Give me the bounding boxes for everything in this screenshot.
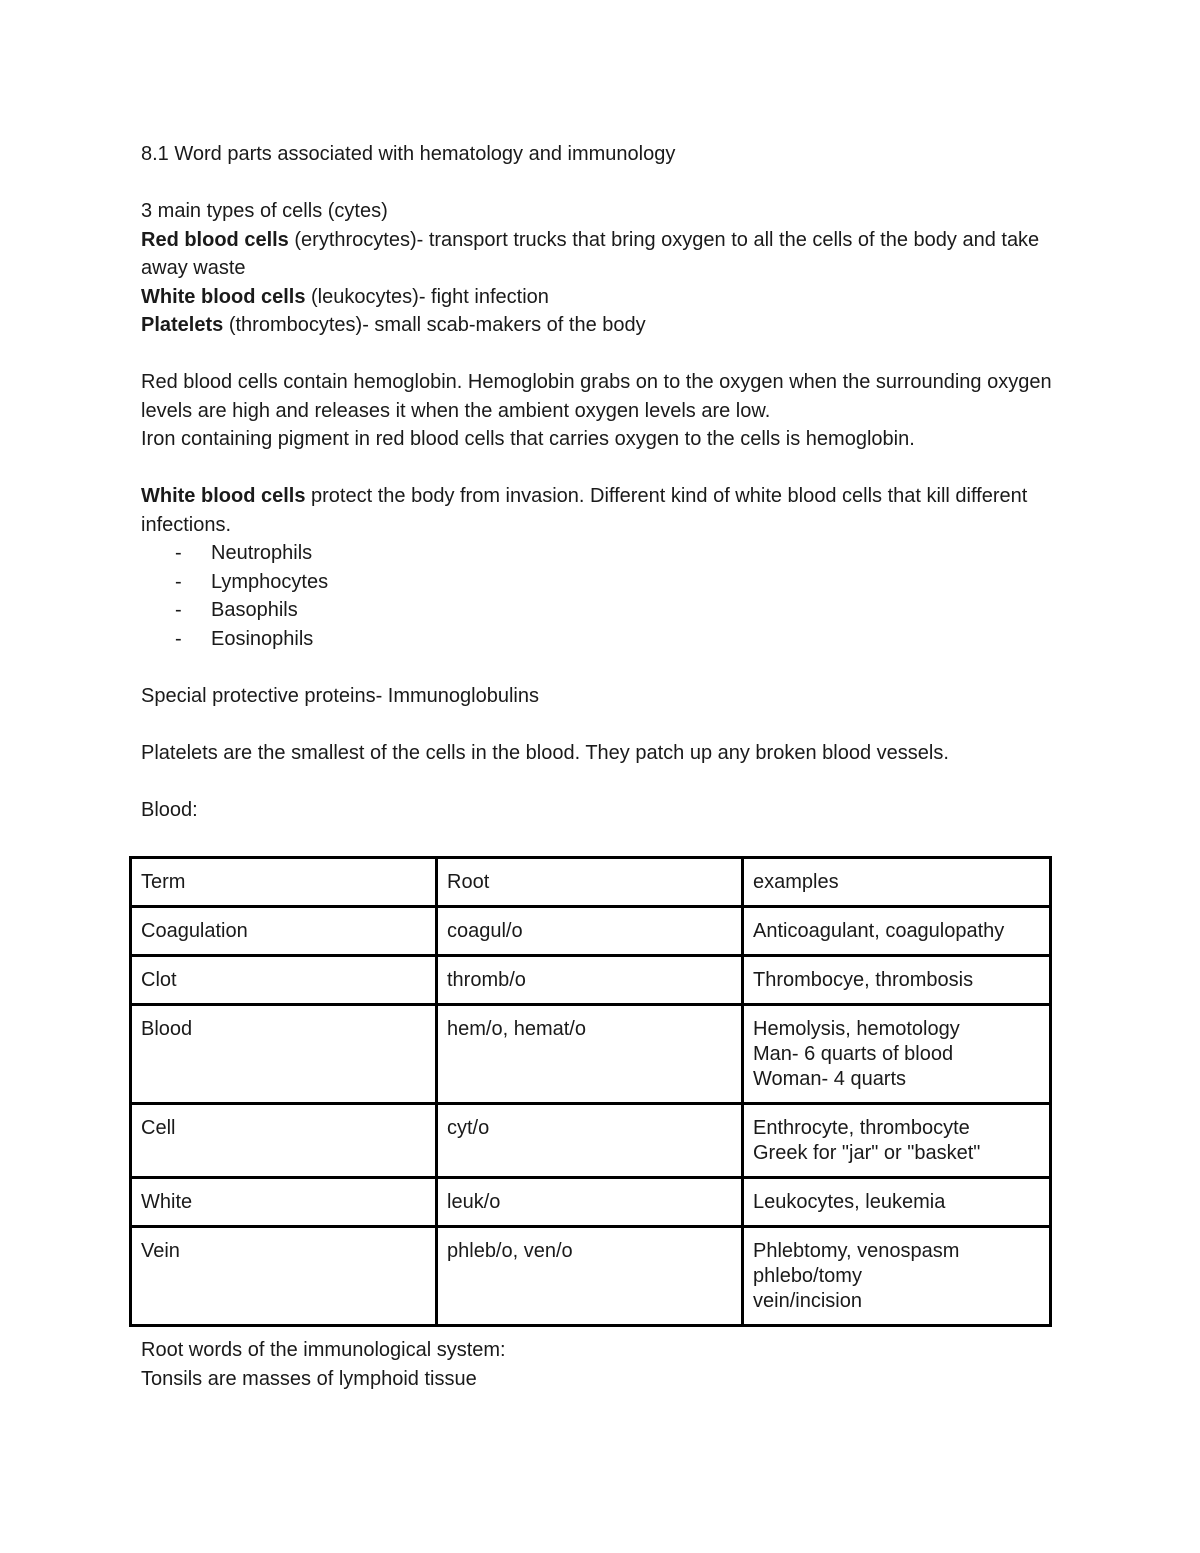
bullet-mark: - — [175, 570, 182, 593]
table-row — [131, 1178, 1051, 1227]
table-row — [131, 1104, 1051, 1178]
cell-examples — [743, 1104, 1051, 1178]
immuno-label: Root words of the immunological system: — [141, 1339, 506, 1361]
cell-type-red — [141, 226, 1041, 283]
platelets-paragraph: Platelets are the smallest of the cells in the blood. They patch up any broken blood vessels. — [141, 741, 949, 764]
cell-root: phleb/o, ven/o — [437, 1227, 743, 1326]
cell-term: White — [131, 1178, 437, 1227]
cell-examples — [743, 1178, 1051, 1227]
cell-term: Coagulation — [131, 907, 437, 956]
tonsils-line: Tonsils are masses of lymphoid tissue — [141, 1367, 477, 1390]
word-root-table — [129, 856, 1052, 1327]
bullet-mark: - — [175, 599, 182, 621]
bullet-mark: - — [175, 627, 182, 650]
example-line: phlebo/tomy — [753, 1265, 862, 1287]
after-table-section — [141, 1336, 1061, 1393]
example-line: vein/incision — [753, 1290, 862, 1312]
list-item-label: Neutrophils — [211, 542, 313, 564]
cell-examples — [743, 1005, 1051, 1104]
cell-type-name: Platelets — [141, 314, 224, 336]
example-line: Hemolysis, hemotology — [753, 1018, 960, 1040]
header-examples: examples — [743, 858, 1051, 907]
list-item-label: Eosinophils — [211, 627, 314, 650]
blood-label: Blood: — [141, 798, 198, 821]
wbc-type-list — [141, 539, 1061, 653]
cell-type-desc: (thrombocytes)- small scab-makers of the body — [223, 314, 646, 336]
list-item — [141, 596, 1061, 625]
wbc-paragraph — [141, 482, 1031, 539]
rbc-paragraph: Red blood cells contain hemoglobin. Hemoglobin grabs on to the oxygen when the surrounding oxygen levels are high and releases it when the ambient oxygen levels are low. — [141, 371, 1052, 422]
cells-intro: 3 main types of cells (cytes) — [141, 200, 388, 222]
list-item — [141, 539, 1061, 568]
proteins-line: Special protective proteins- Immunoglobulins — [141, 684, 539, 707]
cell-type-name: Red blood cells — [141, 228, 289, 251]
example-line: Leukocytes, leukemia — [753, 1191, 946, 1213]
example-line: Woman- 4 quarts — [753, 1068, 907, 1090]
header-root: Root — [437, 858, 743, 907]
cell-root: coagul/o — [437, 907, 743, 956]
cell-type-platelets — [141, 311, 1061, 340]
list-item-label: Lymphocytes — [211, 570, 329, 593]
example-line: Anticoagulant, coagulopathy — [753, 920, 1005, 942]
table-row — [131, 956, 1051, 1005]
cell-term: Blood — [131, 1005, 437, 1104]
cell-examples — [743, 907, 1051, 956]
cell-type-desc: (erythrocytes)- transport trucks that bring oxygen to all the cells of the body and take away waste — [141, 228, 1040, 279]
wbc-bold: White blood cells — [141, 485, 306, 507]
cell-examples — [743, 1227, 1051, 1326]
table-row — [131, 907, 1051, 956]
bullet-mark: - — [175, 542, 182, 564]
example-line: Greek for "jar" or "basket" — [753, 1142, 981, 1164]
example-line: Phlebtomy, venospasm — [753, 1240, 960, 1262]
cell-term: Cell — [131, 1104, 437, 1178]
cell-root: thromb/o — [437, 956, 743, 1005]
hemoglobin-paragraph: Iron containing pigment in red blood cells that carries oxygen to the cells is hemoglobin. — [141, 428, 915, 450]
table-header-row — [131, 858, 1051, 907]
list-item — [141, 625, 1061, 654]
section-heading: 8.1 Word parts associated with hematology and immunology — [141, 143, 676, 165]
cell-root: leuk/o — [437, 1178, 743, 1227]
table-row — [131, 1227, 1051, 1326]
example-line: Man- 6 quarts of blood — [753, 1043, 954, 1065]
list-item — [141, 568, 1061, 597]
cell-examples — [743, 956, 1051, 1005]
table-row — [131, 1005, 1051, 1104]
document-body — [141, 140, 1061, 824]
list-item-label: Basophils — [211, 599, 298, 621]
cell-type-white — [141, 283, 1061, 312]
cell-type-desc: (leukocytes)- fight infection — [305, 285, 549, 308]
example-line: Enthrocyte, thrombocyte — [753, 1117, 970, 1139]
cell-root: hem/o, hemat/o — [437, 1005, 743, 1104]
header-term: Term — [131, 858, 437, 907]
cell-term: Vein — [131, 1227, 437, 1326]
cell-root: cyt/o — [437, 1104, 743, 1178]
cell-type-name: White blood cells — [141, 285, 306, 308]
example-line: Thrombocye, thrombosis — [753, 969, 974, 991]
wbc-rest: protect the body from invasion. Different kind of white blood cells that kill different infections. — [141, 485, 1028, 536]
cell-term: Clot — [131, 956, 437, 1005]
